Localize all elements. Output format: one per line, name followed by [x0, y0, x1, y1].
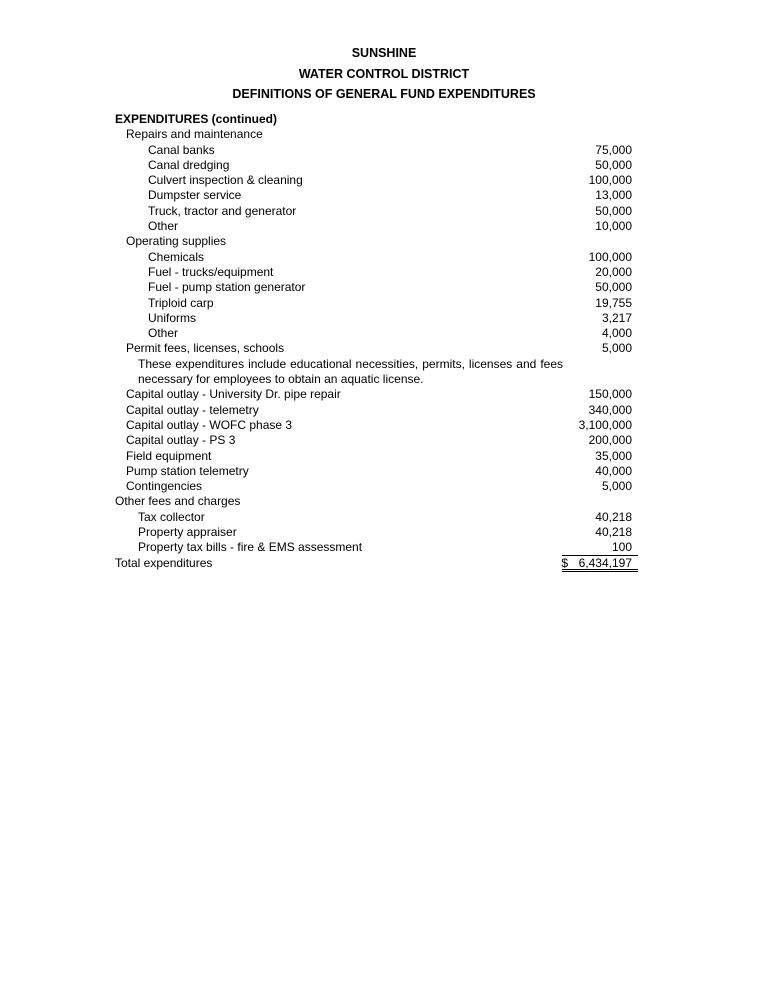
- item-label: Capital outlay - University Dr. pipe repair: [126, 387, 341, 402]
- item-label: Field equipment: [126, 448, 212, 463]
- document-title: DEFINITIONS OF GENERAL FUND EXPENDITURES: [232, 87, 536, 101]
- item-label: Canal dredging: [148, 157, 230, 172]
- category-permit: [115, 341, 640, 356]
- item-label: Uniforms: [148, 310, 197, 325]
- line-item: [115, 280, 640, 295]
- line-item: [115, 204, 640, 219]
- item-amount: 75,000: [595, 142, 632, 157]
- category-label: Repairs and maintenance: [126, 127, 263, 142]
- permit-note: These expenditures include educational necessities, permits, licenses and fees necessary for employees to obtain an aquatic license.: [138, 356, 563, 387]
- item-amount: 13,000: [595, 188, 632, 203]
- category-repairs: [115, 127, 640, 142]
- line-item: [115, 173, 640, 188]
- line-item: [115, 158, 640, 173]
- expenditures-body: [115, 112, 640, 571]
- line-item: [115, 326, 640, 341]
- item-amount: 50,000: [595, 280, 632, 295]
- item-amount: 50,000: [595, 203, 632, 218]
- item-label: Culvert inspection & cleaning: [148, 173, 303, 188]
- line-item: [115, 219, 640, 234]
- total-currency: $: [561, 555, 568, 570]
- category-label: Permit fees, licenses, schools: [126, 341, 285, 356]
- item-amount: 35,000: [595, 448, 632, 463]
- total-row: [115, 556, 640, 571]
- item-amount: 5,000: [601, 479, 632, 494]
- item-label: Capital outlay - PS 3: [126, 433, 236, 448]
- line-item: [115, 479, 640, 494]
- item-amount: 200,000: [588, 433, 632, 448]
- item-label: Property appraiser: [138, 525, 237, 540]
- item-amount: 3,100,000: [578, 417, 632, 432]
- item-label: Pump station telemetry: [126, 463, 249, 478]
- line-item: [115, 540, 640, 555]
- item-amount: 100,000: [588, 249, 632, 264]
- section-title: EXPENDITURES (continued): [115, 112, 278, 126]
- item-label: Other: [148, 326, 179, 341]
- district-subtitle: WATER CONTROL DISTRICT: [298, 66, 470, 81]
- item-label: Truck, tractor and generator: [148, 203, 297, 218]
- category-other-fees: [115, 494, 640, 509]
- line-item: [115, 510, 640, 525]
- line-item: [115, 188, 640, 203]
- line-item: [115, 525, 640, 540]
- item-label: Contingencies: [126, 479, 203, 494]
- item-amount: 3,217: [601, 310, 632, 325]
- item-amount: 50,000: [595, 157, 632, 172]
- item-amount: 10,000: [595, 219, 632, 234]
- item-label: Canal banks: [148, 142, 215, 157]
- item-label: Dumpster service: [148, 188, 242, 203]
- document-header: [0, 43, 768, 105]
- item-amount: 4,000: [601, 326, 632, 341]
- total-amount: 6,434,197: [578, 555, 632, 570]
- item-amount: 40,218: [595, 525, 632, 540]
- item-label: Chemicals: [148, 249, 205, 264]
- line-item: [115, 449, 640, 464]
- category-label: Operating supplies: [126, 234, 227, 249]
- line-item: [115, 296, 640, 311]
- line-item: [115, 265, 640, 280]
- category-operating: [115, 234, 640, 249]
- item-label: Capital outlay - WOFC phase 3: [126, 417, 293, 432]
- item-amount: 340,000: [588, 402, 632, 417]
- item-amount: 40,000: [595, 463, 632, 478]
- item-label: Fuel - trucks/equipment: [148, 264, 274, 279]
- item-amount: 40,218: [595, 509, 632, 524]
- item-amount: 100: [611, 540, 632, 555]
- item-amount: 100,000: [588, 173, 632, 188]
- district-name: SUNSHINE: [351, 46, 417, 60]
- line-item: [115, 433, 640, 448]
- item-label: Property tax bills - fire & EMS assessment: [138, 540, 363, 555]
- item-label: Other: [148, 219, 179, 234]
- item-label: Triploid carp: [148, 295, 214, 310]
- item-label: Fuel - pump station generator: [148, 280, 306, 295]
- total-label: Total expenditures: [115, 555, 213, 570]
- line-item: [115, 143, 640, 158]
- line-item: [115, 464, 640, 479]
- line-item: [115, 250, 640, 265]
- line-item: [115, 418, 640, 433]
- item-amount: 150,000: [588, 387, 632, 402]
- line-item: [115, 387, 640, 402]
- line-item: [115, 403, 640, 418]
- line-item: [115, 311, 640, 326]
- item-label: Capital outlay - telemetry: [126, 402, 259, 417]
- item-label: Tax collector: [138, 509, 205, 524]
- item-amount: 5,000: [601, 341, 632, 356]
- category-label: Other fees and charges: [115, 494, 241, 509]
- item-amount: 19,755: [595, 295, 632, 310]
- item-amount: 20,000: [595, 264, 632, 279]
